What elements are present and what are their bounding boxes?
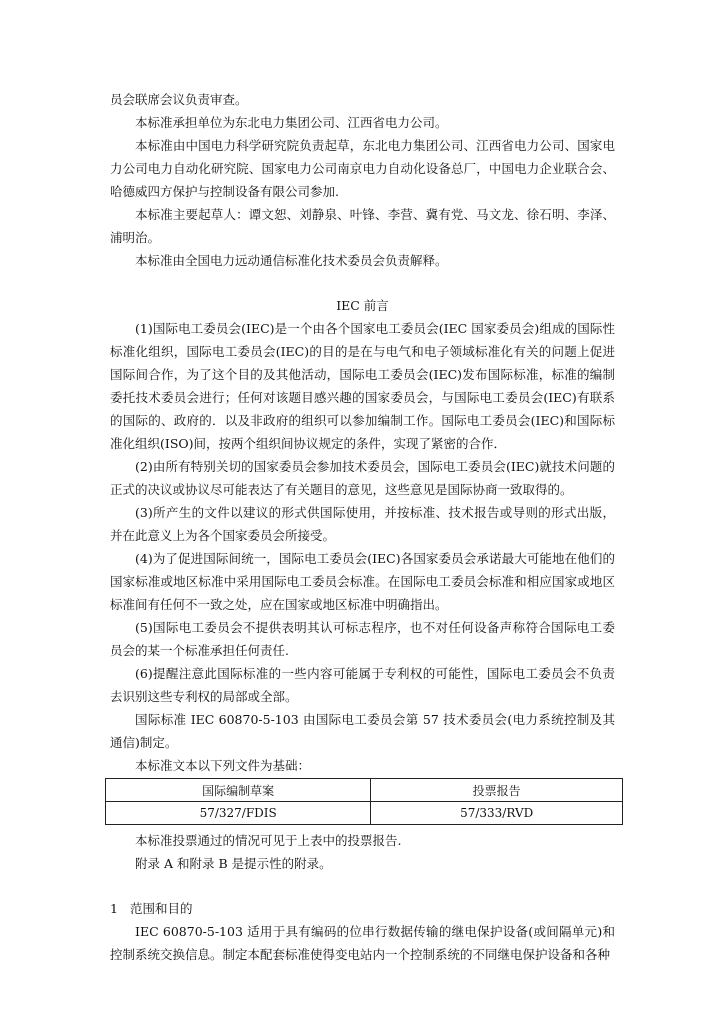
table-cell-fdis: 57/327/FDIS [106, 802, 371, 825]
table-header-row [106, 779, 623, 802]
vote-table [105, 778, 623, 825]
document-page [110, 88, 615, 966]
section-1-paragraph: IEC 60870-5-103 适用于具有编码的位串行数据传输的继电保护设备(或间隔单元)和控制系统交换信息。制定本配套标准使得变电站内一个控制系统的不同继电保护设备和各种 [110, 924, 615, 962]
foreword-item-4: (4)为了促进国际间统一，国际电工委员会(IEC)各国家委员会承诺最大可能地在他们的国家标准或地区标准中采用国际电工委员会标准。在国际电工委员会标准和相应国家或地区标准间有任何不一致之处，应在国家或地区标准中明确指出。 [110, 551, 615, 612]
paragraph-drafting-units: 本标准由中国电力科学研究院负责起草，东北电力集团公司、江西省电力公司、国家电力公司电力自动化研究院、国家电力公司南京电力自动化设备总厂，中国电力企业联合会、哈德威四方保护与控制设备有限公司参加. [110, 138, 615, 199]
section-title: 范围和目的 [130, 901, 193, 916]
paragraph-undertaking-units: 本标准承担单位为东北电力集团公司、江西省电力公司。 [135, 115, 448, 130]
foreword-item-3: (3)所产生的文件以建议的形式供国际使用，并按标准、技术报告或导则的形式出版，并在此意义上为各个国家委员会所接受。 [110, 505, 615, 543]
foreword-tc57-statement: 国际标准 IEC 60870-5-103 由国际电工委员会第 57 技术委员会(电力系统控制及其通信)制定。 [110, 712, 615, 750]
table-cell-rvd: 57/333/RVD [371, 802, 623, 825]
iec-foreword-title: IEC 前言 [336, 298, 389, 313]
section-number: 1 [110, 901, 118, 916]
paragraph-review-committee: 员会联席会议负责审查。 [110, 92, 248, 107]
foreword-item-2: (2)由所有特别关切的国家委员会参加技术委员会，国际电工委员会(IEC)就技术问题的正式的决议或协议尽可能表达了有关题目的意见，这些意见是国际协商一致取得的。 [110, 459, 615, 497]
paragraph-main-drafters: 本标准主要起草人：谭文恕、刘静泉、叶锋、李营、冀有党、马文龙、徐石明、李泽、浦明治。 [110, 207, 615, 245]
foreword-item-1: (1)国际电工委员会(IEC)是一个由各个国家电工委员会(IEC 国家委员会)组成的国际性标准化组织，国际电工委员会(IEC)的目的是在与电气和电子领域标准化有关的问题上促进国际间合作，为了这个目的及其他活动，国际电工委员会(IEC)发布国际标准，标准的编制委托技术委员会进行；任何对该题目感兴趣的国家委员会，与国际电工委员会(IEC)有联系的国际的、政府的．以及非政府的组织可以参加编制工作。国际电工委员会(IEC)和国际标准化组织(ISO)间，按两个组织间协议规定的条件，实现了紧密的合作． [110, 321, 615, 451]
section-1-heading [110, 897, 615, 920]
table-header-rvd: 投票报告 [371, 779, 623, 802]
foreword-item-5: (5)国际电工委员会不提供表明其认可标志程序，也不对任何设备声称符合国际电工委员会的某一个标准承担任何责任. [110, 620, 615, 658]
paragraph-annexes: 附录 A 和附录 B 是提示性的附录。 [135, 856, 332, 871]
spacer [110, 272, 615, 294]
paragraph-vote-report: 本标准投票通过的情况可见于上表中的投票报告. [135, 833, 402, 848]
paragraph-interpretation: 本标准由全国电力远动通信标准化技术委员会负责解释。 [135, 253, 448, 268]
foreword-basis-statement: 本标准文本以下列文件为基础： [135, 758, 311, 773]
foreword-item-6: (6)提醒注意此国际标准的一些内容可能属于专利权的可能性，国际电工委员会不负责去识别这些专利权的局部或全部。 [110, 666, 615, 704]
spacer [110, 875, 615, 897]
table-row [106, 802, 623, 825]
table-header-fdis: 国际编制草案 [106, 779, 371, 802]
